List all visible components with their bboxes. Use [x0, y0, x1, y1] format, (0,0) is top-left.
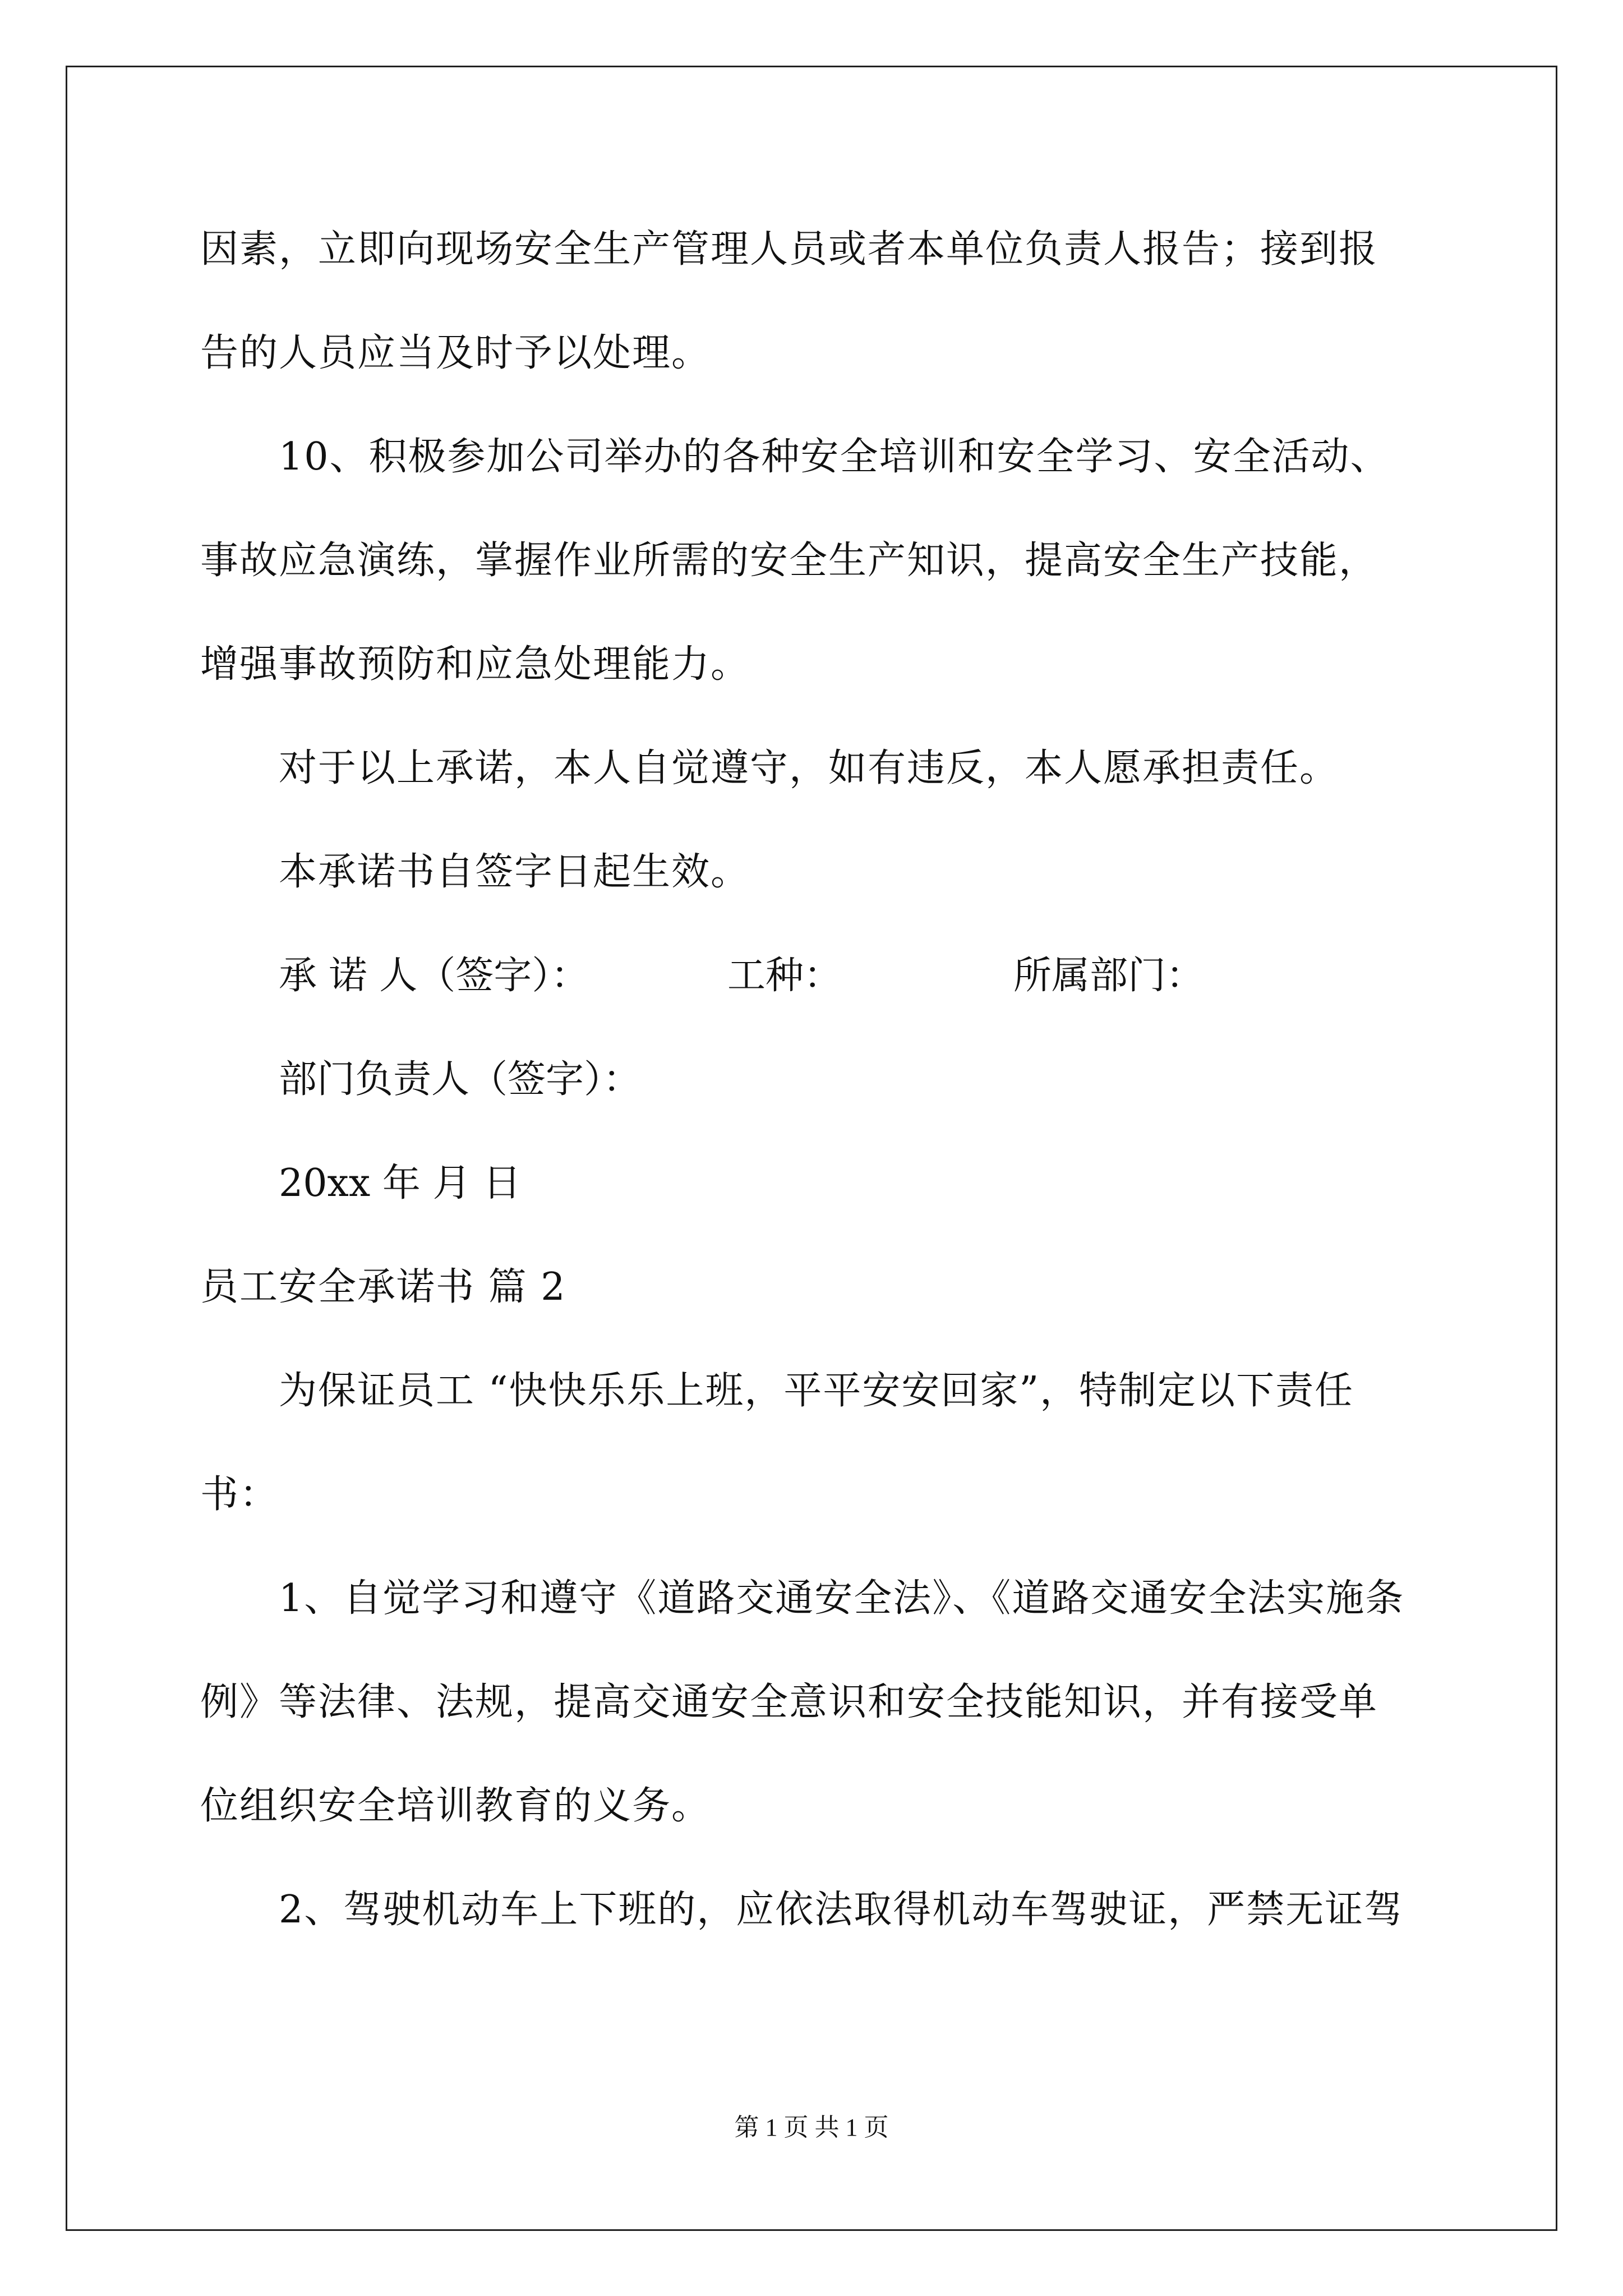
- promisor-signature-label: 承 诺 人（签字）：: [279, 954, 589, 998]
- date-line: 20xx 年 月 日: [279, 1161, 522, 1205]
- paragraph-line: 书：: [200, 1473, 279, 1517]
- department-label: 所属部门：: [1013, 954, 1205, 998]
- paragraph-line: 例》等法律、法规，提高交通安全意识和安全技能知识，并有接受单: [200, 1680, 1378, 1724]
- section-title: 员工安全承诺书 篇 2: [200, 1265, 566, 1309]
- page-footer: 第 1 页 共 1 页: [734, 2114, 889, 2141]
- paragraph-line: 位组织安全培训教育的义务。: [200, 1784, 711, 1828]
- paragraph-line: 本承诺书自签字日起生效。: [279, 850, 750, 894]
- paragraph-line: 对于以上承诺，本人自觉遵守，如有违反，本人愿承担责任。: [279, 746, 1339, 790]
- paragraph-line: 为保证员工 “快快乐乐上班，平平安安回家”，特制定以下责任: [279, 1369, 1354, 1413]
- dept-head-signature-label: 部门负责人（签字）：: [279, 1057, 642, 1102]
- paragraph-line: 10、积极参加公司举办的各种安全培训和安全学习、安全活动、: [279, 435, 1390, 479]
- paragraph-line: 增强事故预防和应急处理能力。: [200, 642, 750, 687]
- paragraph-line: 2、驾驶机动车上下班的，应依法取得机动车驾驶证，严禁无证驾: [279, 1888, 1404, 1932]
- paragraph-line: 告的人员应当及时予以处理。: [200, 331, 711, 375]
- paragraph-line: 因素，立即向现场安全生产管理人员或者本单位负责人报告；接到报: [200, 227, 1378, 272]
- paragraph-line: 事故应急演练，掌握作业所需的安全生产知识，提高安全生产技能，: [200, 539, 1378, 583]
- job-type-label: 工种：: [727, 954, 842, 998]
- paragraph-line: 1、自觉学习和遵守《道路交通安全法》、《道路交通安全法实施条: [279, 1576, 1405, 1621]
